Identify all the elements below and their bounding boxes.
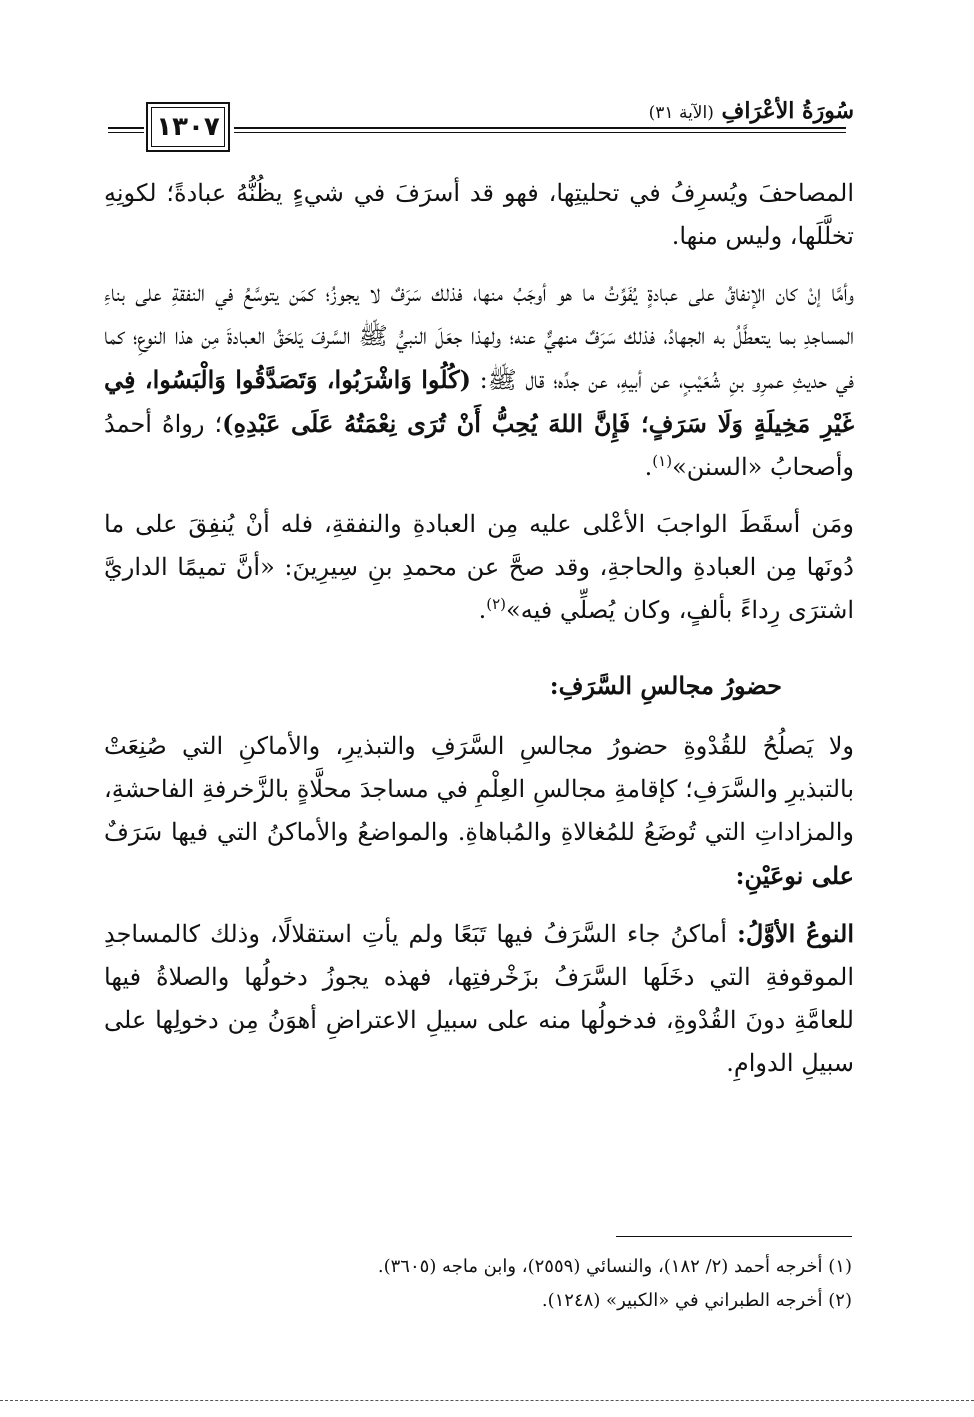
page-header [108,96,854,158]
section-heading: حضورُ مجالسِ السَّرَفِ: [549,671,782,700]
running-title [641,98,854,124]
footnote-separator [616,1236,852,1237]
footnote-1: (١) أخرجه أحمد (٢/ ١٨٢)، والنسائي (٢٥٥٩)، وابن ماجه (٣٦٠٥). [377,1256,852,1277]
paragraph-2-tail: ؛ رواهُ أحمدُ وأصحابُ «السنن» [104,410,854,481]
paragraph-5-label: النوعُ الأوَّلُ: [737,919,854,948]
paragraph-3: ومَن أسقَطَ الواجبَ الأعْلى عليه مِن العبادةِ والنفقةِ، فله أنْ يُنفِقَ على ما دُونَها مِن العبادةِ والحاجةِ، وقد صحَّ عن محمدِ بنِ سِيرِينَ: «أنَّ تميمًا الداريَّ اشترَى رِداءً بألفٍ، وكان يُصلِّي فيه»$^{(٢)}$. [104,510,854,624]
hadith-quote: (كُلُوا وَاشْرَبُوا، وَتَصَدَّقُوا وَالْبَسُوا، فِي غَيْرِ مَخِيلَةٍ وَلَا سَرَفٍ؛ فَإِنَّ اللهَ يُحِبُّ أَنْ تُرَى نِعْمَتُهُ عَلَى عَبْدِهِ) [104,365,854,438]
surah-title: سُورَةُ الأعْرَافِ [721,98,854,124]
paragraph-4-text: ولا يَصلُحُ للقُدْوةِ حضورُ مجالسِ السَّرَفِ والتبذيرِ، والأماكنِ التي صُنِعَتْ بالتبذيرِ والسَّرَفِ؛ كإقامةِ مجالسِ العِلْمِ في مساجدَ محلَّاةٍ بالزَّخرفةِ الفاحشةِ، والمزاداتِ التي تُوضَعُ للمُغالاةِ والمُباهاةِ. والمواضعُ والأماكنُ التي فيها سَرَفٌ [104,732,854,846]
paragraph-4 [104,725,854,898]
header-rule-right [234,127,846,129]
header-rule-left [108,127,144,129]
page-bottom-edge [0,1400,974,1401]
page-number-frame [146,102,230,152]
paragraph-1: المصاحفَ ويُسرِفُ في تحليتِها، فهو قد أسرَفَ في شيءٍ يظُنُّهُ عبادةً؛ لكونِهِ تخلَّلَها، وليس منها. [104,179,854,250]
paragraph-4-bold: على نوعَيْنِ: [735,861,854,890]
footnotes [104,1250,852,1318]
header-rule-right-thin [234,132,846,133]
footnote-2: (٢) أخرجه الطبراني في «الكبير» (١٢٤٨). [541,1290,852,1311]
paragraph-3-text: ومَن أسقَطَ الواجبَ الأعْلى عليه مِن العبادةِ والنفقةِ، فله أنْ يُنفِقَ على ما دُونَها مِن العبادةِ والحاجةِ، وقد صحَّ عن محمدِ بنِ سِيرِينَ: «أنَّ تميمًا الداريَّ اشترَى رِداءً بألفٍ، وكان يُصلِّي فيه» [104,510,854,624]
page-body [104,172,854,1099]
paragraph-5-text: أماكنُ جاء السَّرَفُ فيها تَبَعًا ولم يأتِ استقلالًا، وذلك كالمساجدِ الموقوفةِ التي دخَلَها السَّرَفُ بزَخْرفتِها، فهذه يجوزُ دخولُها والصلاةُ فيها للعامَّةِ دونَ القُدْوةِ، فدخولُها منه على سبيلِ الاعتراضِ أهوَنُ مِن دخولِها على سبيلِ الدوامِ. [104,920,854,1077]
header-rule-left-thin [108,132,144,133]
paragraph-2-text: وأمَّا إنْ كان الإنفاقُ على عبادةٍ يُفَوِّتُ ما هو أوجَبُ منها، فذلك سَرَفٌ لا يجوزُ؛ كمَن يتوسَّعُ في النفقةِ على بناءِ المساجدِ بما يتعطَّلُ به الجهادُ، فذلك سَرَفٌ منهيٌّ عنه؛ ولهذا جعَلَ النبيُّ ﷺ السَّرفَ يَلحَقُ العبادةَ مِن هذا النوعِ؛ كما في حديثِ عمرِو بنِ شُعَيْبٍ، عن أبيهِ، عن جدِّه؛ قال ﷺ: [104,279,854,394]
paragraph-2: وأمَّا إنْ كان الإنفاقُ على عبادةٍ يُفَوِّتُ ما هو أوجَبُ منها، فذلك سَرَفٌ لا يجوزُ؛ كمَن يتوسَّعُ في النفقةِ على بناءِ المساجدِ بما يتعطَّلُ به الجهادُ، فذلك سَرَفٌ منهيٌّ عنه؛ ولهذا جعَلَ النبيُّ ﷺ السَّرفَ يَلحَقُ العبادةَ مِن هذا النوعِ؛ كما في حديثِ عمرِو بنِ شُعَيْبٍ، عن أبيهِ، عن جدِّه؛ قال ﷺ: (كُلُوا وَاشْرَبُوا، وَتَصَدَّقُوا وَالْبَسُوا، فِي غَيْرِ مَخِيلَةٍ وَلَا سَرَفٍ؛ فَإِنَّ اللهَ يُحِبُّ أَنْ تُرَى نِعْمَتُهُ عَلَى عَبْدِهِ)؛ رواهُ أحمدُ وأصحابُ «السنن»$^{(١)}$. [104,279,854,481]
page-number: ١٣٠٧ [151,107,225,147]
paragraph-5 [104,912,854,1085]
verse-reference: (الآية ٣١) [648,103,714,123]
footnote-marker-1[interactable]: (١) [652,452,673,470]
footnote-marker-2[interactable]: (٢) [486,595,507,613]
